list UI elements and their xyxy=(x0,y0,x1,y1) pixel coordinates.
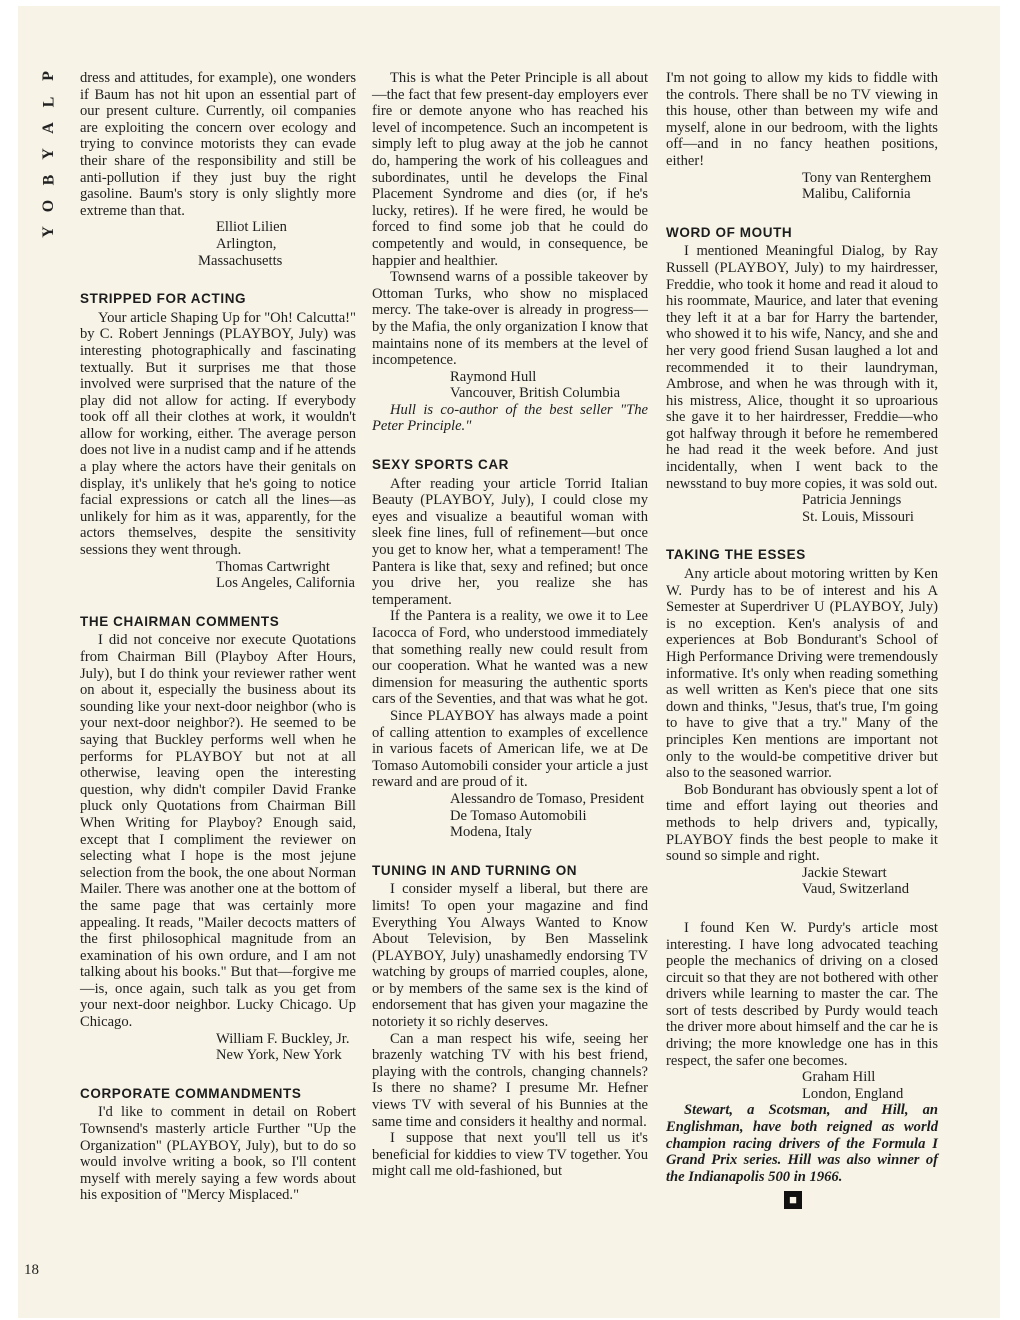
letter-paragraph: Any article about motoring written by Ken W. Purdy has to be of interest and his A Semester at Superdriver U (PLAYBOY, July) is no exception. Ken's analysis of and experiences at Bob Bondurant's School of High Performance Driving were tremendously informative. It's only when reading something as well written as Ken's piece that one sits down and thinks, "Jesus, that's true, I'm going to have to give that a try." Many of the principles Ken mentions are important not only to the would-be competitive driver but also to the seasoned warrior. xyxy=(666,566,938,782)
signature-place: Malibu, California xyxy=(802,186,911,203)
letter-paragraph: If the Pantera is a reality, we owe it to Lee Iacocca of Ford, who understood immediately that something really new could result from our cooperation. What he wanted was a new dimension for measuring the authentic sports cars of the Seventies, and that was what he got. xyxy=(372,608,648,708)
masthead-letter: Y xyxy=(40,148,57,160)
letter-paragraph: I'm not going to allow my kids to fiddle with the controls. There shall be no TV viewing in this house, other than between my wife and myself, alone in our bedroom, with the lights off—and in no fancy heathen positions, either! xyxy=(666,70,938,169)
rabbit-head-end-mark-icon: ■ xyxy=(784,1191,802,1209)
signature-place: Vancouver, British Columbia xyxy=(450,385,621,402)
letter-paragraph: Since PLAYBOY has always made a point of calling attention to examples of excellence in various facets of American life, we at De Tomaso Automobili consider your article a just reward and are proud of it. xyxy=(372,707,648,791)
signature-name: Raymond Hull xyxy=(450,368,537,385)
letter-paragraph: This is what the Peter Principle is all about—the fact that few present-day employers ever fire or demote anyone who has reached his level of incompetence. Such an incompetent is simply left to plug away at the job he cannot do, hampering the work of his colleagues and subordinates, until he develops the Final Placement Syndrome and dies (or, if he's lucky, retires). If he were fired, he would be forced to find some job that he could do competently and would, in consequence, be happier and healthier. xyxy=(372,70,648,269)
signature-name: Patricia Jennings xyxy=(802,492,902,509)
signature-place: Los Angeles, California xyxy=(216,575,356,592)
masthead-letter: Y xyxy=(40,226,57,238)
letter-paragraph: Your article Shaping Up for "Oh! Calcutta!" by C. Robert Jennings (PLAYBOY, July) was interesting photographically and fascinating textually. But it surprises me that those involved were surprised that the nature of the play did not allow for acting. If everybody took off all their clothes at work, it wouldn't allow for working, either. The average person does not live in a nudist camp and if he attends a play where the actors have their genitals on display, it's unlikely that he's going to notice facial expressions or catch all the lines—as unlikely for him as it was, apparently, for the actors themselves, despite the sensitivity sessions they went through. xyxy=(80,309,356,559)
masthead-letter: P xyxy=(40,71,57,81)
column-1 xyxy=(80,70,356,1204)
signature-name: Thomas Cartwright xyxy=(216,558,330,575)
signature-name: Jackie Stewart xyxy=(802,864,887,881)
signature-name: Graham Hill xyxy=(802,1069,876,1086)
signature-place: St. Louis, Missouri xyxy=(802,508,914,525)
signature-place: Arlington, Massachusetts xyxy=(198,235,283,269)
letter-paragraph: I suppose that next you'll tell us it's beneficial for kiddies to view TV together. You might call me old-fashioned, but xyxy=(372,1130,648,1180)
letter-paragraph: dress and attitudes, for example), one wonders if Baum has not hit upon an essential part of our present culture. Currently, oil companies are exploiting the concern over ecology and trying to convince motorists they can evade their share of the responsibility and still be anti-pollution if they just buy the right gasoline. Baum's story is only slightly more extreme than that. xyxy=(80,70,356,219)
letter-paragraph: I consider myself a liberal, but there are limits! To open your magazine and find Everything You Always Wanted to Know About Television, by Ben Masselink (PLAYBOY, July) unashamedly endorsing TV watching by groups of married couples, alone, or by members of the same sex is the kind of endorsement that has given your magazine the notoriety it so richly deserves. xyxy=(372,881,648,1031)
letter-paragraph: After reading your article Torrid Italian Beauty (PLAYBOY, July), I could close my eyes and visualize a beautiful woman with sleek fine lines, full of refinement—but once you get to know her, what a temperament! The Pantera is like that, sexy and refined; but once you drive her, you realize she has temperament. xyxy=(372,475,648,608)
editor-note: Stewart, a Scotsman, and Hill, an Englishman, have both reigned as world champion racing drivers of the Formula I Grand Prix series. Hill was also winner of the Indianapolis 500 in 1966. xyxy=(666,1102,938,1185)
signature-name: William F. Buckley, Jr. xyxy=(216,1030,350,1047)
column-2 xyxy=(372,70,648,1180)
masthead-letter: L xyxy=(39,96,57,108)
page-number: 18 xyxy=(24,1262,39,1278)
masthead-letter: O xyxy=(39,199,57,213)
signature-line: De Tomaso Automobili xyxy=(450,807,587,824)
column-3 xyxy=(666,70,938,1209)
masthead-letter: A xyxy=(40,122,57,134)
signature-line: Alessandro de Tomaso, President xyxy=(450,790,645,807)
section-heading: TAKING THE ESSES xyxy=(666,547,806,563)
section-heading: THE CHAIRMAN COMMENTS xyxy=(80,613,280,629)
letter-paragraph: I found Ken W. Purdy's article most interesting. I have long advocated teaching people the mechanics of driving on a closed circuit so that they are not bothered with other drivers while learning to master the car. The sort of tests described by Purdy would teach the driver more about himself and the car he is driving; the more knowledge one has in this respect, the safer one becomes. xyxy=(666,919,938,1069)
signature-name: Tony van Renterghem xyxy=(802,169,932,186)
letter-paragraph: I mentioned Meaningful Dialog, by Ray Russell (PLAYBOY, July) to my hairdresser, Freddie, who took it home and read it aloud to his roommate, Maurice, and later that evening they left it at a bar for Harry the bartender, who showed it to his wife, Nancy, and she and her very good friend Susan laughed a lot and recommended it to their laundryman, Ambrose, and when he was through with it, his mistress, Alice, thought it so uproarious she gave it to her hairdresser, Freddie—who got halfway through it before he remembered he had read it the week before. And just incidentally, when I went back to the newsstand to buy more copies, it was sold out. xyxy=(666,243,938,492)
section-heading: STRIPPED FOR ACTING xyxy=(80,291,247,307)
letter-paragraph: Can a man respect his wife, seeing her brazenly watching TV with his best friend, playing with the controls, changing channels? Is there no shame? I presume Mr. Hefner views TV with several of his Bunnies at the same time and considers it healthy and normal. xyxy=(372,1030,648,1130)
masthead-letter: B xyxy=(39,174,57,186)
signature-place: Vaud, Switzerland xyxy=(802,881,909,898)
letter-paragraph: I'd like to comment in detail on Robert Townsend's masterly article Further "Up the Organization" (PLAYBOY, July), but to do so would involve writing a book, so I'll content myself with merely saying a few words about his exposition of "Mercy Misplaced." xyxy=(80,1104,356,1204)
signature-name: Elliot Lilien xyxy=(216,219,287,236)
signature-place: New York, New York xyxy=(216,1047,342,1064)
letter-paragraph: I did not conceive nor execute Quotations from Chairman Bill (Playboy After Hours, July), but I do think your reviewer rather went on about it, especially the business about its sounding like your next-door neighbor (who is your next-door neighbor?). He seemed to be saying that Buckley performs well when he performs for PLAYBOY but not at all otherwise, leaving open the interesting question, why didn't compiler David Franke pluck only Quotations from Chairman Bill When Writing for Playboy? Enough said, except that I compliment the reviewer on selecting what I hope is the most jejune selection from the book, the one about Norman Mailer. There was another one at the bottom of the same page that was certainly more appealing. It reads, "Mailer decocts matters of the first philosophical magnitude from an examination of his own ordure, and I am not talking about his books." But that—forgive me—is, once again, such talk as you get from your next-door neighbor. Lucky Chicago. Up Chicago. xyxy=(80,632,356,1031)
section-heading: WORD OF MOUTH xyxy=(666,224,793,240)
playboy-masthead xyxy=(36,64,62,244)
editor-note: Hull is co-author of the best seller "The Peter Principle." xyxy=(372,401,648,435)
section-heading: CORPORATE COMMANDMENTS xyxy=(80,1085,302,1101)
section-heading: SEXY SPORTS CAR xyxy=(372,457,510,473)
letter-paragraph: Bob Bondurant has obviously spent a lot of time and effort laying out theories and methods to help drivers and, typically, PLAYBOY finds the best people to make it sound so simple and right. xyxy=(666,781,938,865)
signature-line: Modena, Italy xyxy=(450,824,532,841)
signature-place: London, England xyxy=(802,1085,904,1102)
section-heading: TUNING IN AND TURNING ON xyxy=(372,862,578,878)
letter-paragraph: Townsend warns of a possible takeover by Ottoman Turks, who show no misplaced mercy. The take-over is already in progress—by the Mafia, the only organization I know that maintains none of its members at the level of incompetence. xyxy=(372,269,648,369)
